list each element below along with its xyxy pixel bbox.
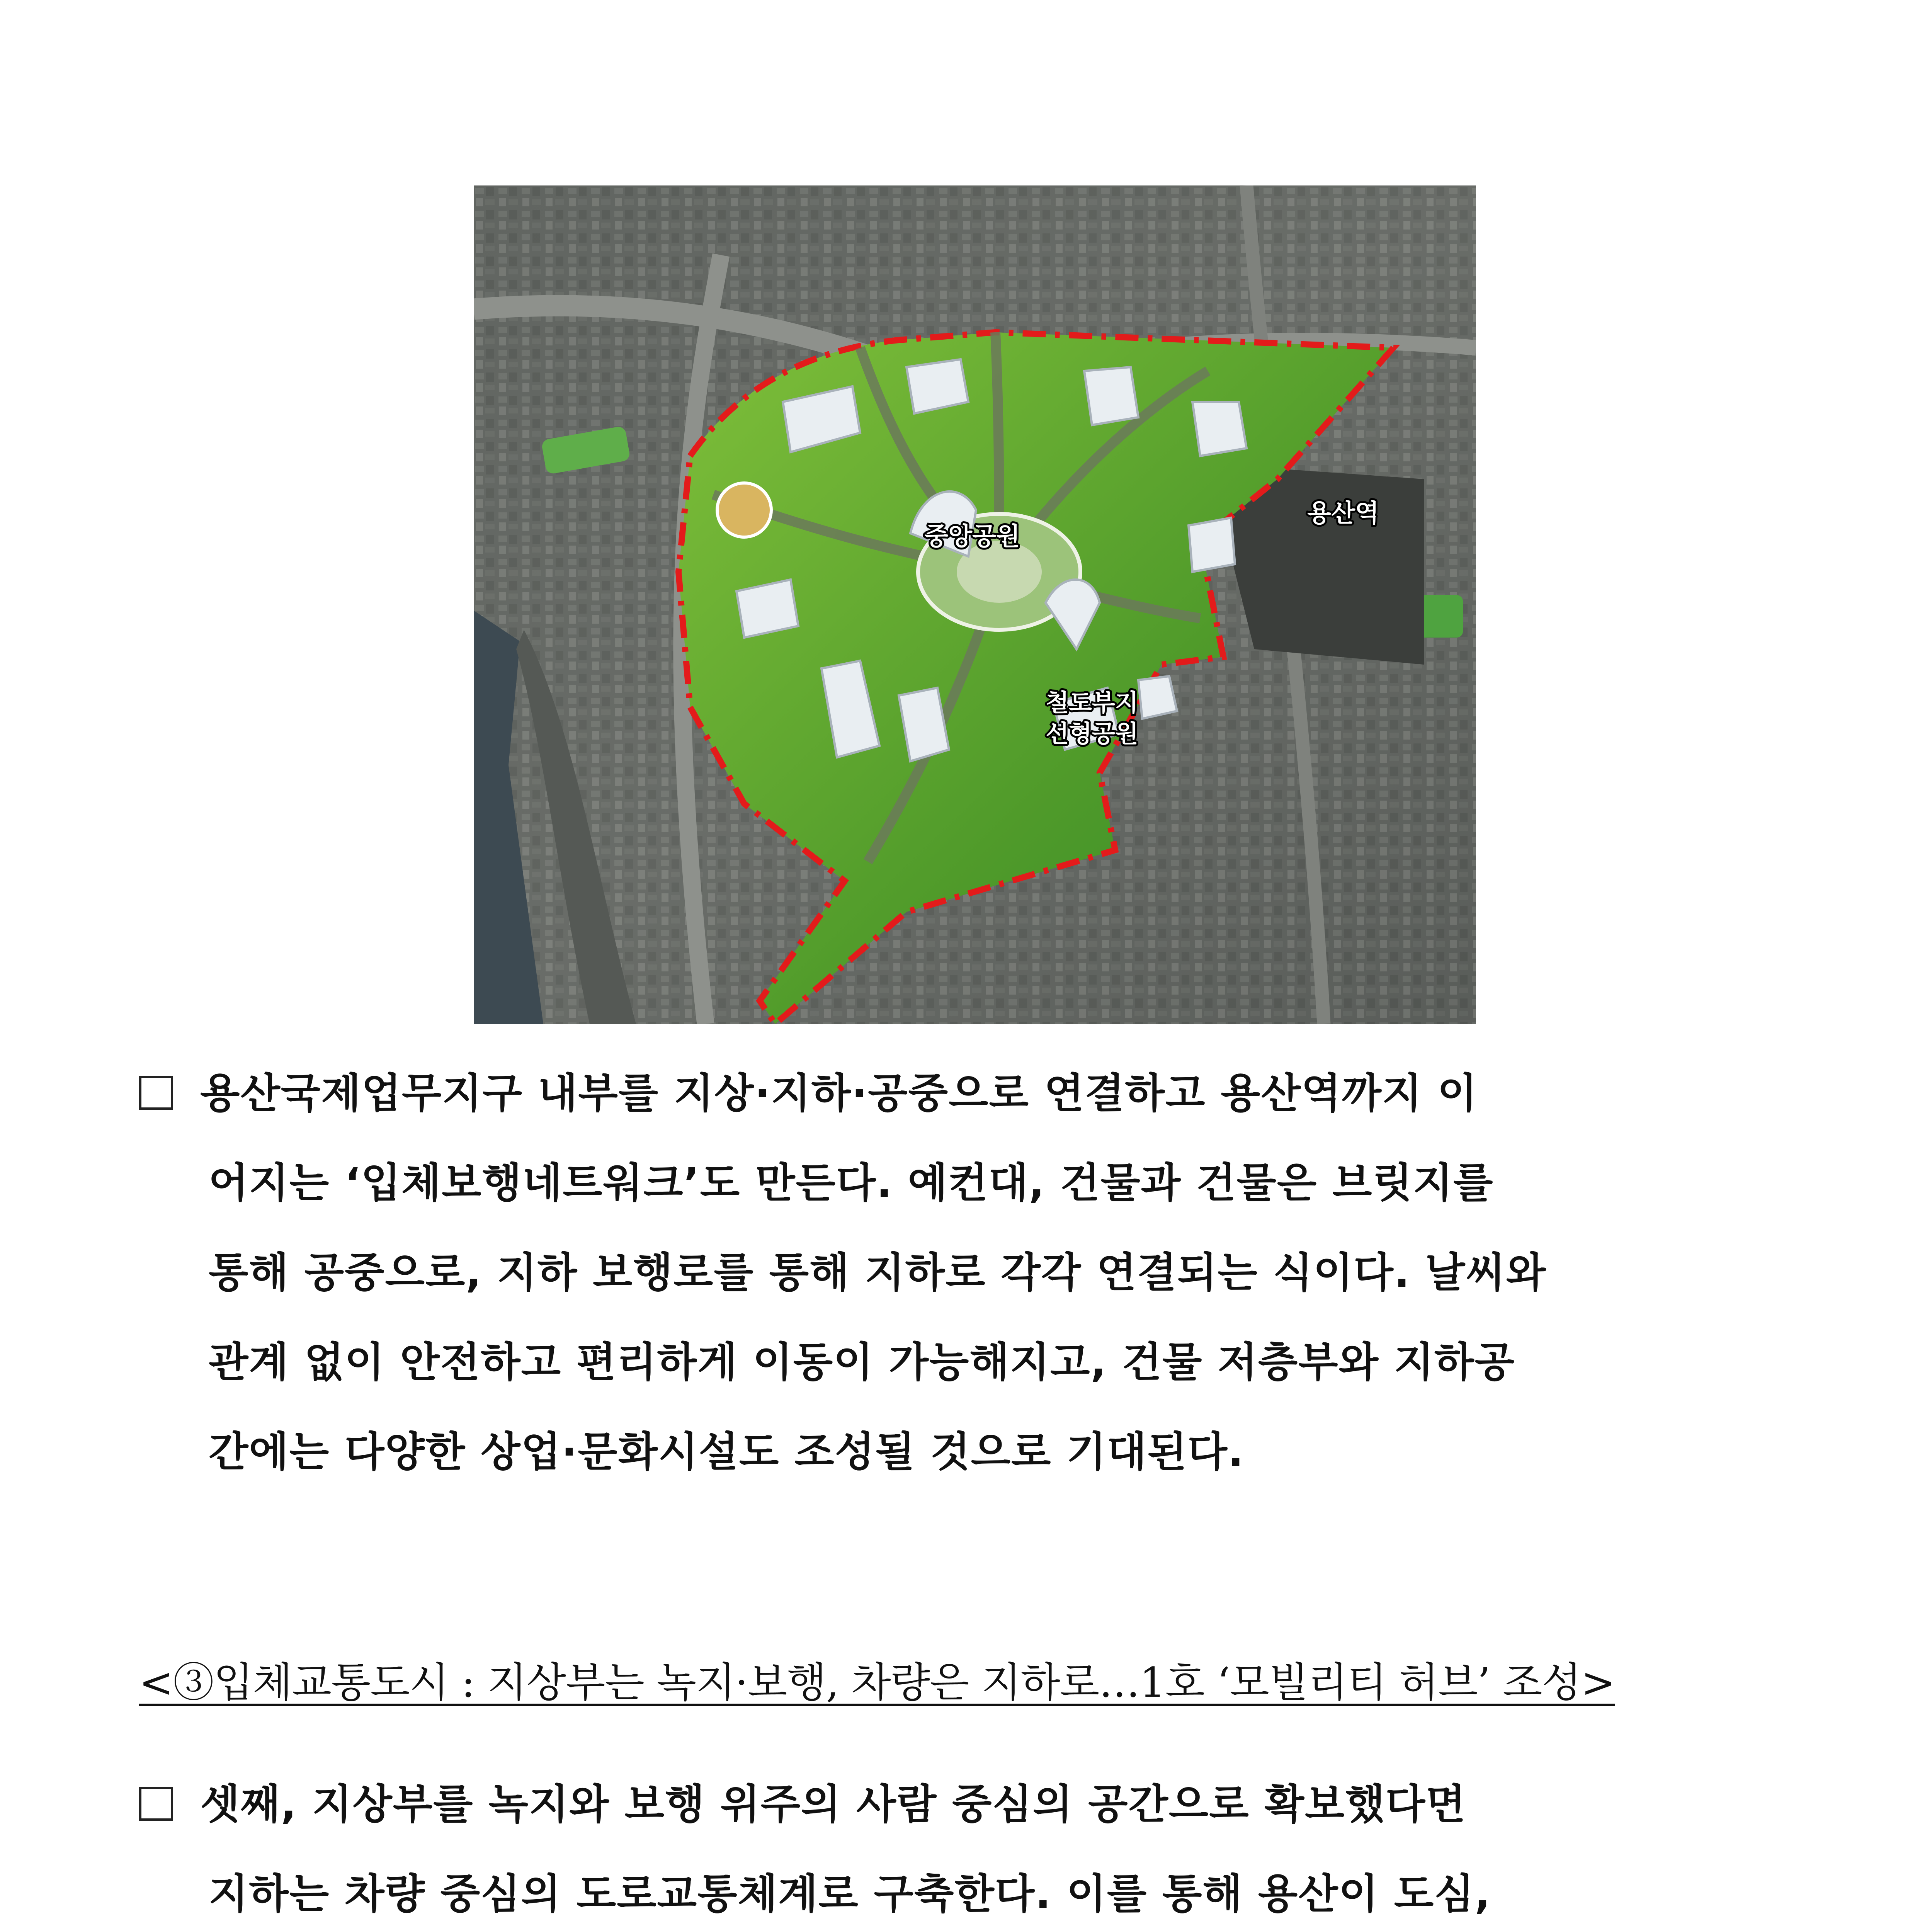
aerial-site-plan-figure	[474, 185, 1476, 1024]
paragraph-line: 용산국제업무지구 내부를 지상·지하·공중으로 연결하고 용산역까지 이	[200, 1070, 1478, 1117]
section-heading: <③입체교통도시 : 지상부는 녹지·보행, 차량은 지하로…1호 ‘모빌리티 허브’ 조성>	[139, 1659, 1615, 1706]
paragraph-line: 간에는 다양한 상업·문화시설도 조성될 것으로 기대된다.	[209, 1428, 1245, 1476]
paragraph-line: 통해 공중으로, 지하 보행로를 통해 지하로 각각 연결되는 식이다. 날씨와	[209, 1249, 1547, 1296]
label-yongsan-station: 용산역	[1307, 499, 1379, 528]
paragraph-line: 어지는 ‘입체보행네트워크’도 만든다. 예컨대, 건물과 건물은 브릿지를	[209, 1159, 1494, 1207]
paragraph-line: 셋째, 지상부를 녹지와 보행 위주의 사람 중심의 공간으로 확보했다면	[200, 1781, 1466, 1828]
label-central-park: 중앙공원	[924, 522, 1020, 551]
paragraph-line: 지하는 차량 중심의 도로교통체계로 구축한다. 이를 통해 용산이 도심,	[209, 1870, 1491, 1918]
label-rail-park-line1: 철도부지	[1046, 689, 1138, 717]
aerial-map-graphic	[474, 185, 1476, 1024]
bullet-box-icon	[139, 1787, 173, 1821]
paragraph-line: 관계 없이 안전하고 편리하게 이동이 가능해지고, 건물 저층부와 지하공	[209, 1338, 1515, 1386]
bullet-box-icon	[139, 1076, 173, 1110]
label-rail-park-line2: 선형공원	[1046, 719, 1138, 748]
